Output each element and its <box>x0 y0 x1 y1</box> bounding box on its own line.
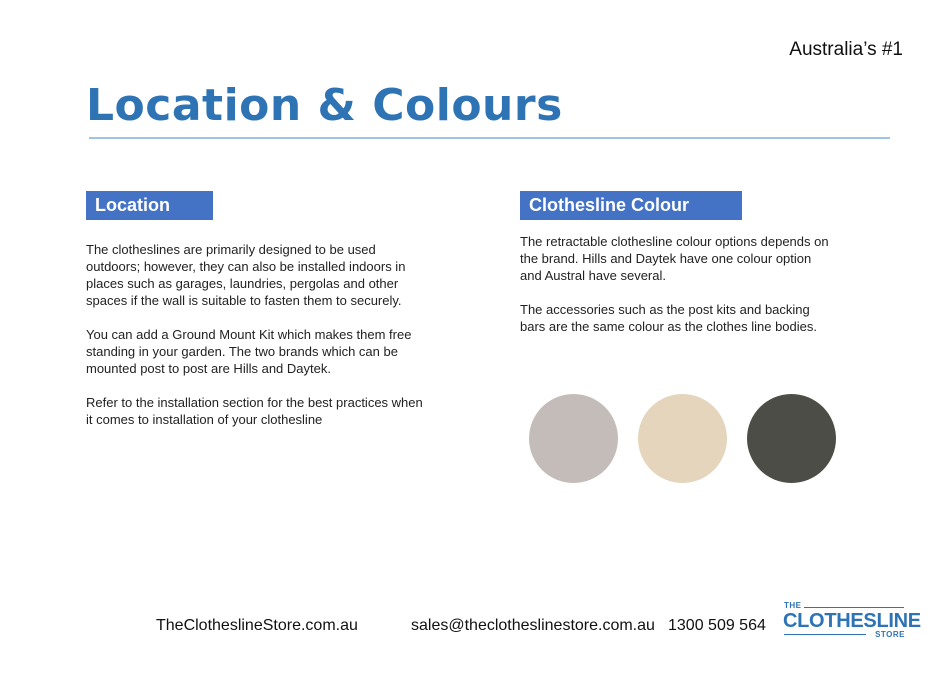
footer-email: sales@theclotheslinestore.com.au <box>411 617 655 634</box>
logo-the: THE <box>784 601 802 610</box>
clothesline-store-logo <box>782 601 921 641</box>
footer-website: TheClotheslineStore.com.au <box>156 617 358 634</box>
location-paragraph: You can add a Ground Mount Kit which makes them free standing in your garden. The two brands which can be mounted post to post are Hills and Daytek. <box>86 327 412 376</box>
location-paragraph: Refer to the installation section for the best practices when it comes to installation of your clothesline <box>86 395 423 427</box>
colour-swatch-grey <box>529 394 618 483</box>
location-paragraph: The clotheslines are primarily designed to be used outdoors; however, they can also be installed indoors in places such as garages, laundries, pergolas and other spaces if the wall is suitable to fasten them to securely. <box>86 242 406 308</box>
logo-wordmark: CLOTHESLINE <box>783 610 921 632</box>
colour-heading: Clothesline Colour <box>520 191 742 220</box>
logo-store: STORE <box>875 630 905 639</box>
colour-paragraph: The retractable clothesline colour options depends on the brand. Hills and Daytek have one colour option and Austral have several. <box>520 234 829 283</box>
location-text <box>86 241 426 445</box>
logo-line-top <box>804 607 904 608</box>
location-heading: Location <box>86 191 213 220</box>
colour-swatch-charcoal <box>747 394 836 483</box>
title-divider <box>89 137 890 139</box>
colour-swatch-beige <box>638 394 727 483</box>
colour-paragraph: The accessories such as the post kits and backing bars are the same colour as the clothes line bodies. <box>520 302 818 334</box>
page-title: Location & Colours <box>86 80 563 131</box>
logo-line-bottom <box>784 634 866 635</box>
colour-text <box>520 233 830 352</box>
footer-phone: 1300 509 564 <box>668 617 766 634</box>
tagline: Australia’s #1 <box>789 39 903 60</box>
